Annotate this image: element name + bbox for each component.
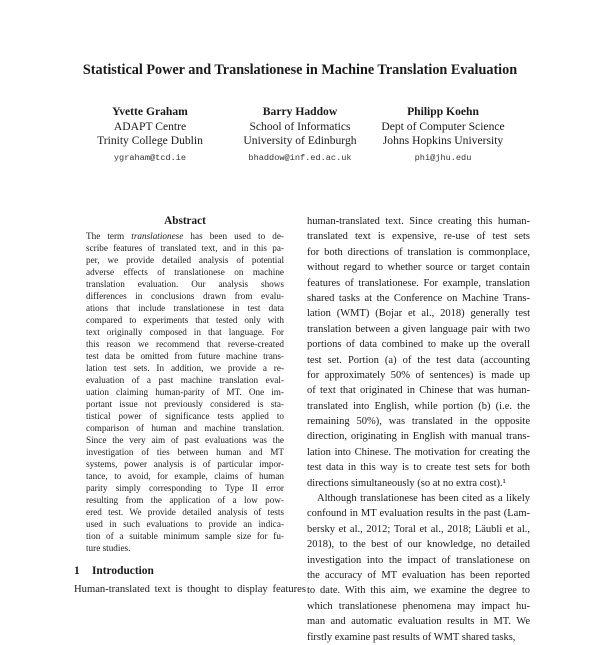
author-email: bhaddow@inf.ed.ac.uk bbox=[248, 152, 352, 163]
text-line: bersky et al., 2012; Toral et al., 2018; Läubli et al., bbox=[307, 523, 530, 535]
text-line: for both directions of translation is commonplace, bbox=[307, 246, 530, 258]
text-line: translation evaluation. Our analysis shows bbox=[86, 279, 284, 289]
text-line: lation into Chinese. The motivation for creating the bbox=[307, 446, 530, 458]
text-line: investigation into the impact of translationese on bbox=[307, 554, 530, 566]
author-name: Barry Haddow bbox=[262, 105, 338, 118]
text-line: direction, originating in English with manual trans- bbox=[307, 431, 530, 443]
text-line: translated text is expensive, re-use of test sets bbox=[307, 231, 530, 243]
text-line: human-translated text. Since creating this human- bbox=[307, 216, 530, 227]
section-number: 1 bbox=[74, 565, 80, 577]
text-line: ture studies. bbox=[86, 543, 131, 553]
text-line: systems, power analysis is of particular impor- bbox=[86, 459, 284, 469]
text-line: Since the very aim of past evaluations was the bbox=[86, 435, 284, 445]
text-line: translation between a given language pair with two bbox=[307, 323, 530, 335]
text-line: firstly examine past results of WMT shared tasks, bbox=[307, 631, 516, 643]
text-line: portions of data combined to make up the overall bbox=[307, 339, 530, 351]
text-line: evaluation of a past machine translation eval- bbox=[86, 375, 284, 385]
author-name: Yvette Graham bbox=[112, 105, 188, 118]
text-line: shared tasks at the Conference on Machine Trans- bbox=[307, 292, 530, 304]
text-line: ered test. We provide detailed analysis of tests bbox=[86, 507, 284, 517]
text-line: ations that include translationese in test data bbox=[86, 303, 284, 313]
text-line: confound in MT evaluation results in the past (Lam- bbox=[307, 508, 530, 520]
text-line: test data in this way is to create test sets for both bbox=[307, 462, 530, 474]
text-line: compared to experiments that tested only with bbox=[86, 315, 284, 325]
text-line: man and automatic evaluation results in MT. We bbox=[307, 616, 530, 628]
text-line: differences in conclusions drawn from evalu- bbox=[86, 291, 284, 301]
right-column-text bbox=[307, 214, 530, 645]
text-line: which translationese phenomena may impact hu- bbox=[307, 600, 530, 612]
section-heading-introduction bbox=[74, 564, 154, 578]
author-email: ygraham@tcd.ie bbox=[113, 152, 187, 163]
text-line: features of translationese. For example, translation bbox=[307, 277, 530, 289]
abstract-heading: Abstract bbox=[164, 215, 206, 227]
author-block-koehn bbox=[353, 105, 533, 165]
author-institution: Trinity College Dublin bbox=[97, 134, 203, 147]
text-line: 2018), to the best of our knowledge, no detailed bbox=[307, 539, 530, 551]
text-line: uation claiming human-parity of MT. One im- bbox=[86, 387, 284, 397]
text-line: resulting from the application of a low pow- bbox=[86, 495, 284, 505]
section-title: Introduction bbox=[92, 565, 154, 577]
text-line: for approximately 50% of sentences) is made up bbox=[307, 369, 530, 381]
right-column-body bbox=[307, 214, 530, 645]
text-line: adverse effects of translationese on machine bbox=[86, 267, 284, 277]
author-affiliation: ADAPT Centre bbox=[113, 119, 187, 133]
text-line: test data be omitted from future machine trans- bbox=[86, 351, 284, 361]
text-line: remaining 50%), was translated in the opposite bbox=[307, 416, 530, 428]
text-line: tion of a suitable minimum sample size for fu- bbox=[86, 531, 284, 541]
introduction-first-line: Human-translated text is thought to display features bbox=[74, 584, 306, 595]
text-line: tistical power of significance tests applied to bbox=[86, 411, 284, 421]
author-institution: University of Edinburgh bbox=[243, 134, 357, 147]
text-line: comparison of human and machine translation. bbox=[86, 423, 284, 433]
text-line: lation test sets. In addition, we provide a re- bbox=[86, 363, 284, 373]
text-line: used in such evaluations to provide an indica- bbox=[86, 519, 284, 529]
text-line: the accuracy of MT evaluation has been reported bbox=[307, 569, 530, 581]
author-affiliation: School of Informatics bbox=[249, 119, 351, 133]
author-email: phi@jhu.edu bbox=[414, 152, 472, 163]
text-line: tance, to avoid, for example, claims of human bbox=[86, 471, 284, 481]
text-line: this reason we recommend that reverse-created bbox=[86, 339, 284, 349]
text-line: per, we provide detailed analysis of potential bbox=[86, 255, 284, 265]
text-line: text originally composed in that language. For bbox=[86, 327, 284, 337]
abstract-body bbox=[86, 230, 284, 554]
text-line: parity simply corresponding to Type II error bbox=[86, 483, 284, 493]
text-line: test set. Portion (a) of the test data (accounting bbox=[307, 354, 530, 366]
author-name: Philipp Koehn bbox=[407, 105, 479, 118]
author-institution: Johns Hopkins University bbox=[382, 134, 504, 147]
text-line: to date. With this aim, we examine the degree to bbox=[307, 585, 530, 597]
text-line: investigation of ties between human and MT bbox=[86, 447, 284, 457]
text-line: scribe features of translated text, and in this pa- bbox=[86, 243, 284, 253]
text-line: directions simultaneously (so at no extra cost).¹ bbox=[307, 477, 506, 489]
paper-title: Statistical Power and Translationese in Machine Translation Evaluation bbox=[82, 62, 518, 78]
author-affiliation: Dept of Computer Science bbox=[381, 119, 505, 133]
text-line: translated into English, while portion (b) (i.e. the bbox=[307, 400, 530, 412]
text-line: without regard to whether source or target contain bbox=[307, 262, 530, 274]
text-line: of text that originated in Chinese that was human- bbox=[307, 385, 530, 397]
text-line: lation (WMT) (Bojar et al., 2018) generally test bbox=[307, 308, 530, 320]
text-line: portant issue not previously considered is sta- bbox=[86, 399, 284, 409]
text-line: Although translationese has been cited as a likely bbox=[317, 493, 530, 505]
abstract-column bbox=[86, 214, 284, 554]
text-line: The term translationese has been used to de- bbox=[86, 231, 284, 241]
